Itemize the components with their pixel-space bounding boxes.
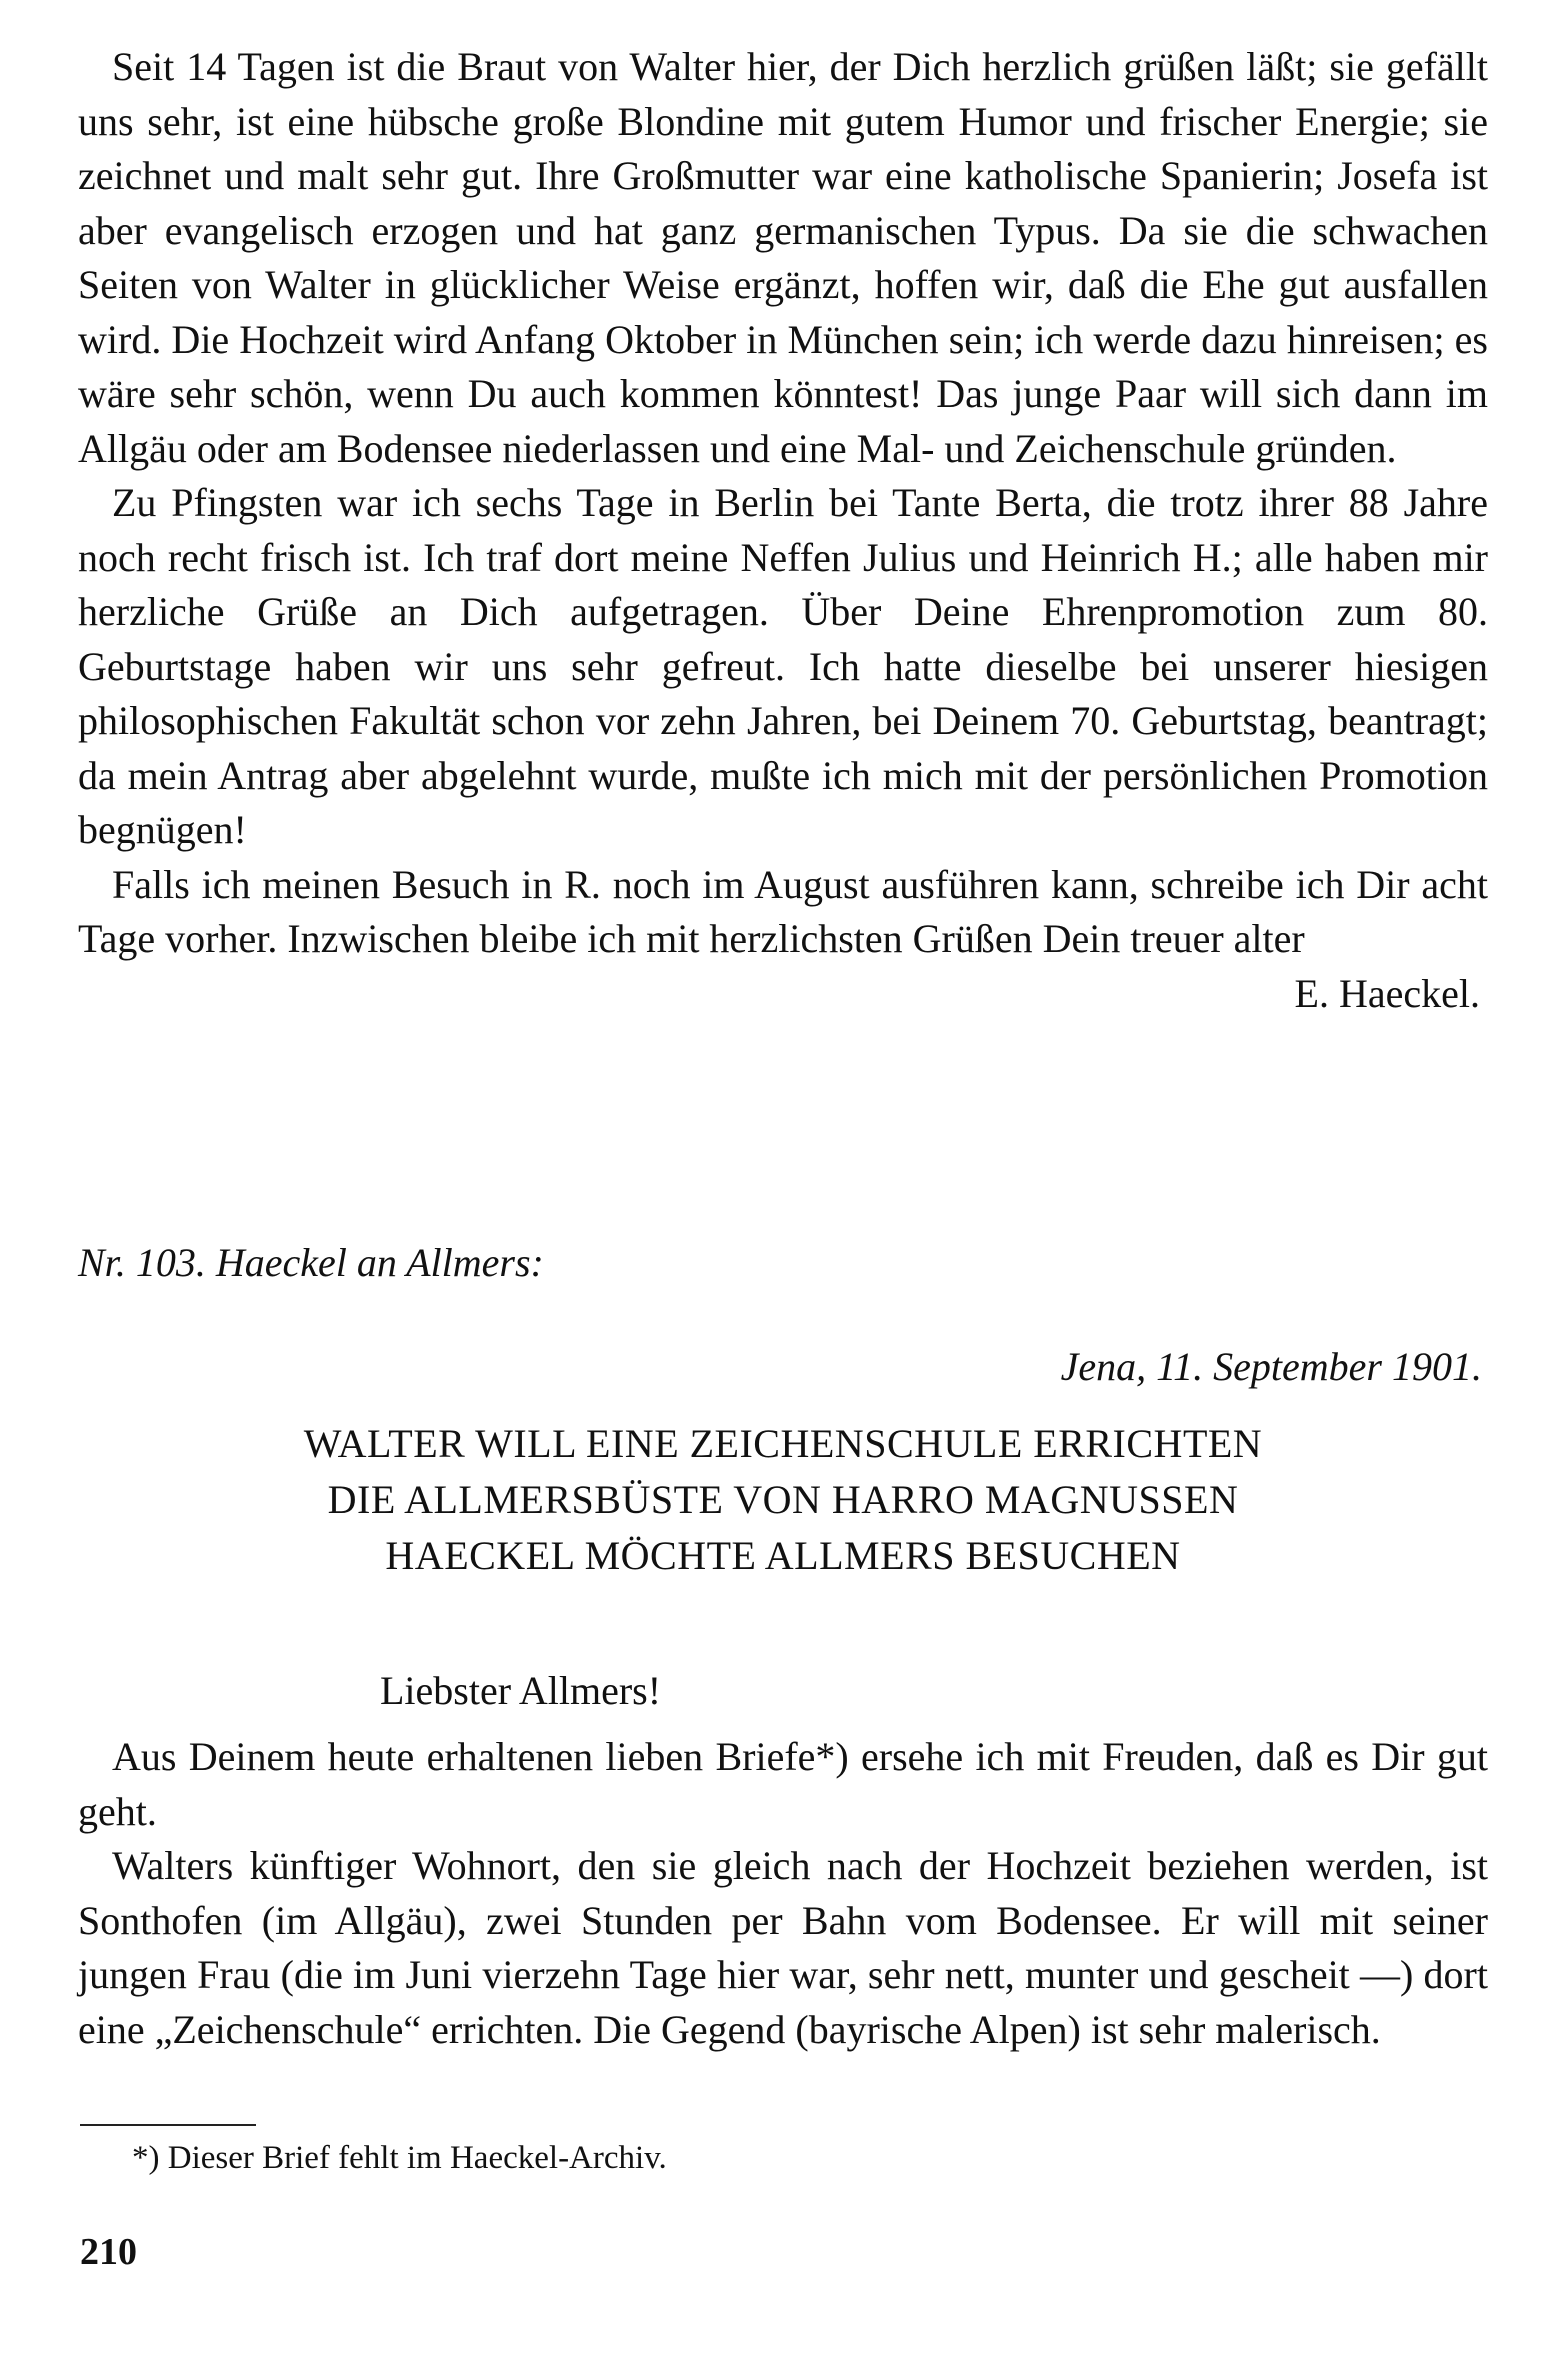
- letter-103-paragraph-2: Walters künftiger Wohnort, den sie gleich nach der Hochzeit beziehen werden, ist Sonthofen (im Allgäu), zwei Stunden per Bahn vom Bodensee. Er will mit seiner jungen Frau (die im Juni vierzehn Tage hier war, sehr nett, munter und gescheit —) dort eine „Zeichenschule“ errichten. Die Gegend (bayrische Alpen) ist sehr malerisch.: [78, 1843, 1488, 2052]
- letter-103-salutation: Liebster Allmers!: [380, 1668, 662, 1713]
- letter-103-body: [78, 1730, 1488, 2057]
- letter-102-paragraph-2: Zu Pfingsten war ich sechs Tage in Berlin bei Tante Berta, die trotz ihrer 88 Jahre noch recht frisch ist. Ich traf dort meine Neffen Julius und Heinrich H.; alle haben mir herzliche Grüße an Dich aufgetragen. Über Deine Ehrenpromotion zum 80. Geburtstage haben wir uns sehr gefreut. Ich hatte dieselbe bei unserer hiesigen philosophischen Fakultät schon vor zehn Jahren, bei Deinem 70. Geburtstag, beantragt; da mein Antrag aber abgelehnt wurde, mußte ich mich mit der persönlichen Promotion begnügen!: [78, 480, 1488, 852]
- letter-102-paragraph-1: Seit 14 Tagen ist die Braut von Walter hier, der Dich herzlich grüßen läßt; sie gefällt uns sehr, ist eine hübsche große Blondine mit gutem Humor und frischer Energie; sie zeichnet und malt sehr gut. Ihre Großmutter war eine katholische Spanierin; Josefa ist aber evangelisch erzogen und hat ganz germanischen Typus. Da sie die schwachen Seiten von Walter in glücklicher Weise ergänzt, hoffen wir, daß die Ehe gut ausfallen wird. Die Hochzeit wird Anfang Oktober in München sein; ich werde dazu hinreisen; es wäre sehr schön, wenn Du auch kommen könntest! Das junge Paar will sich dann im Allgäu oder am Bodensee niederlassen und eine Mal- und Zeichenschule gründen.: [78, 44, 1488, 471]
- summary-title-line-3: HAECKEL MÖCHTE ALLMERS BESUCHEN: [385, 1533, 1181, 1578]
- letter-102-signature: E. Haeckel.: [1294, 970, 1480, 1016]
- letter-102-paragraph-3: Falls ich meinen Besuch in R. noch im August ausführen kann, schreibe ich Dir acht Tage vorher. Inzwischen bleibe ich mit herzlichsten Grüßen Dein treuer alter: [78, 861, 1488, 961]
- page-number: 210: [80, 2231, 137, 2273]
- letter-103-heading: Nr. 103. Haeckel an Allmers:: [78, 1240, 544, 1285]
- footnote-rule: [80, 2124, 256, 2126]
- summary-title-line-2: DIE ALLMERSBÜSTE VON HARRO MAGNUSSEN: [327, 1477, 1239, 1522]
- letter-102-body: [78, 40, 1488, 1021]
- footnote: *) Dieser Brief fehlt im Haeckel-Archiv.: [132, 2140, 667, 2176]
- letter-103-paragraph-1: Aus Deinem heute erhaltenen lieben Briefe*) ersehe ich mit Freuden, daß es Dir gut geht.: [78, 1734, 1488, 1834]
- book-page: [78, 40, 1488, 2330]
- summary-title-line-1: WALTER WILL EINE ZEICHENSCHULE ERRICHTEN: [303, 1421, 1263, 1466]
- letter-103-summary-titles: [78, 1416, 1488, 1584]
- letter-103-place-date: Jena, 11. September 1901.: [1060, 1344, 1482, 1389]
